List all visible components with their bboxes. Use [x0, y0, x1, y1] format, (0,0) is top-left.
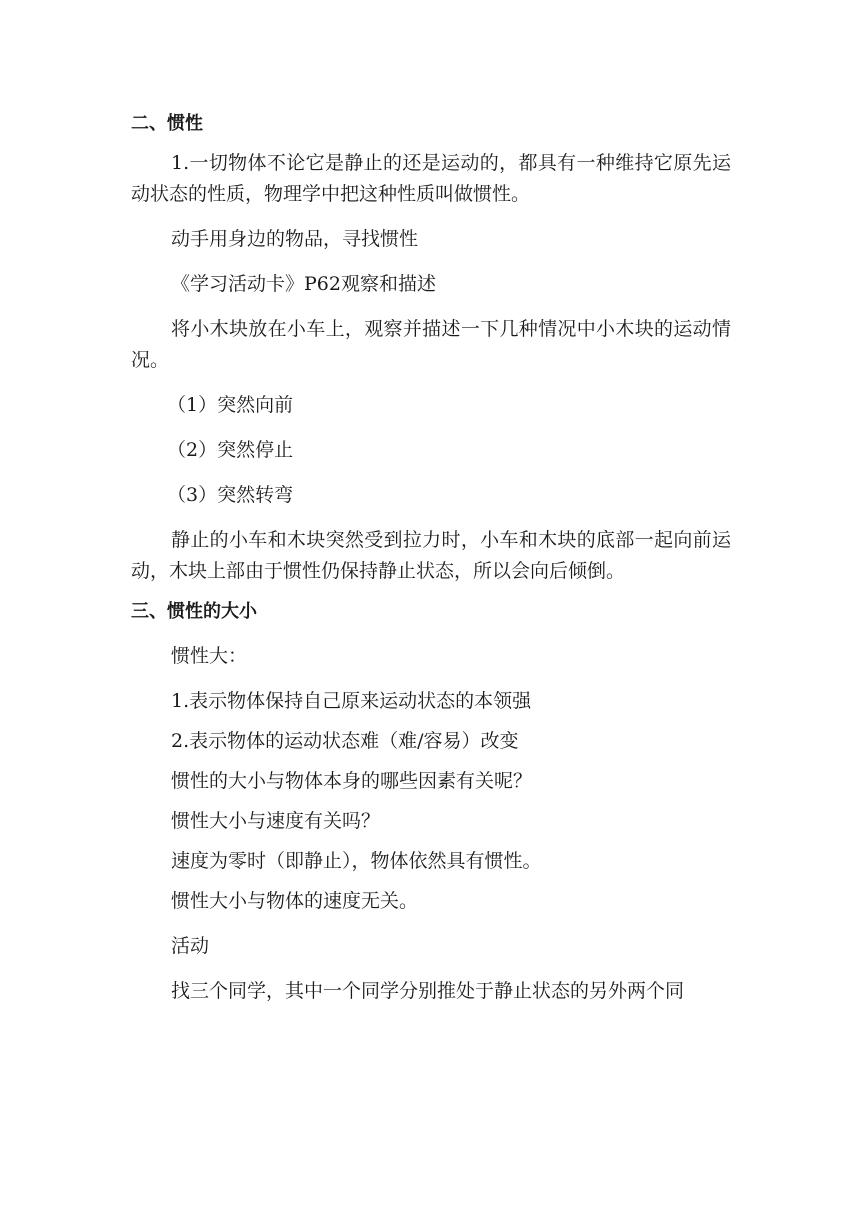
line-activity-description: 找三个同学，其中一个同学分别推处于静止状态的另外两个同 — [171, 980, 685, 1002]
paragraph-inertia-definition: 1.一切物体不论它是静止的还是运动的，都具有一种维持它原先运动状态的性质，物理学中把这种性质叫做惯性。 — [131, 152, 731, 205]
section-heading-inertia: 二、惯性 — [131, 113, 203, 134]
paragraph-activity-card: 《学习活动卡》P62观察和描述 — [171, 273, 436, 295]
line-large-inertia: 惯性大： — [171, 645, 248, 667]
line-question-factors: 惯性的大小与物体本身的哪些因素有关呢？ — [171, 770, 533, 792]
line-speed-zero: 速度为零时（即静止），物体依然具有惯性。 — [171, 850, 542, 872]
list-item-forward: （1）突然向前 — [167, 394, 294, 416]
list-item-turn: （3）突然转弯 — [167, 484, 294, 506]
line-point-1: 1.表示物体保持自己原来运动状态的本领强 — [171, 690, 532, 712]
line-point-2: 2.表示物体的运动状态难（难/容易）改变 — [171, 730, 519, 752]
list-item-stop: （2）突然停止 — [167, 439, 294, 461]
line-question-speed: 惯性大小与速度有关吗？ — [171, 810, 381, 832]
paragraph-find-inertia: 动手用身边的物品，寻找惯性 — [171, 228, 419, 250]
line-speed-irrelevant: 惯性大小与物体的速度无关。 — [171, 890, 419, 912]
line-activity: 活动 — [171, 935, 210, 957]
section-heading-inertia-magnitude: 三、惯性的大小 — [131, 601, 257, 622]
document-body — [131, 108, 731, 1007]
paragraph-observe-block: 将小木块放在小车上，观察并描述一下几种情况中小木块的运动情况。 — [131, 318, 731, 371]
paragraph-explanation: 静止的小车和木块突然受到拉力时，小车和木块的底部一起向前运动，木块上部由于惯性仍保持静止状态，所以会向后倾倒。 — [131, 529, 731, 582]
